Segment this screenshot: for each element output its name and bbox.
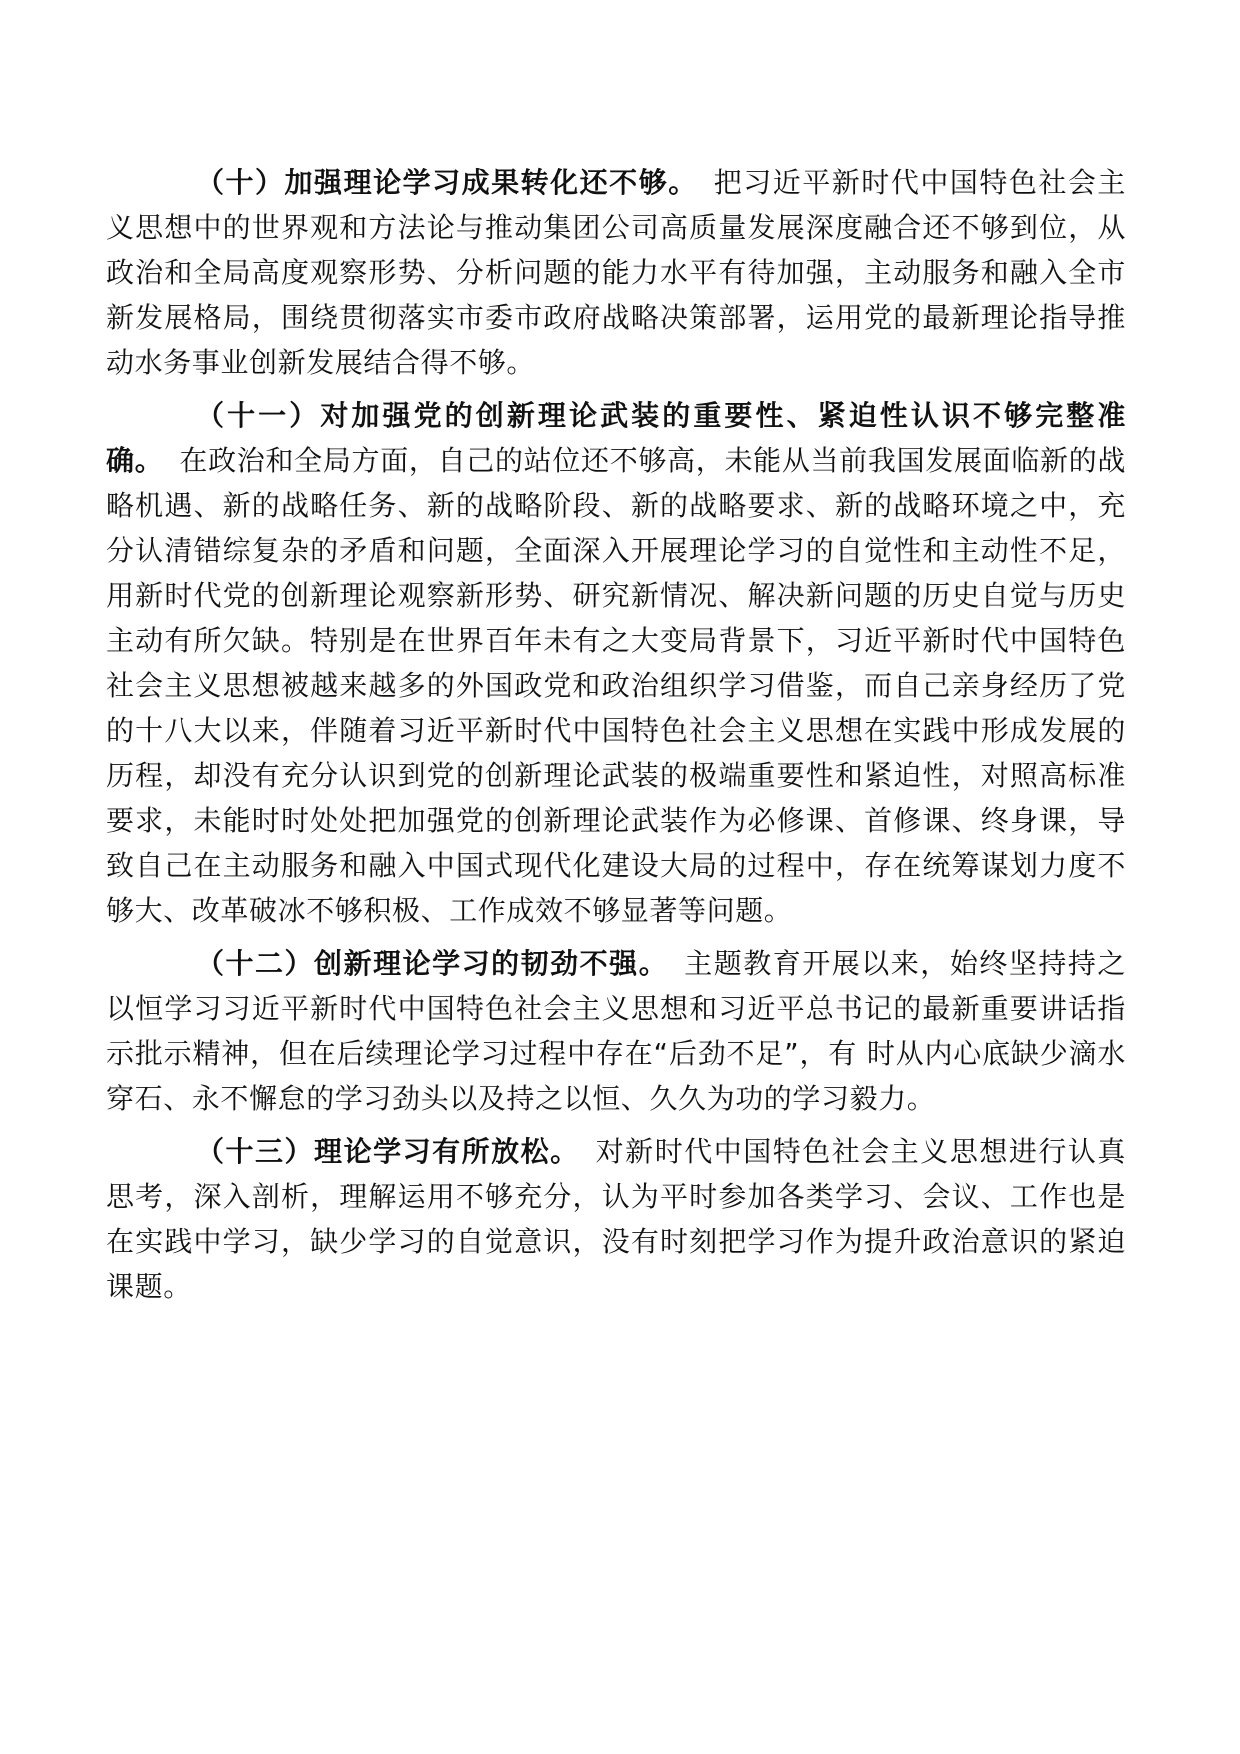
paragraph-10-text: 把习近平新时代中国特色社会主义思想中的世界观和方法论与推动集团公司高质量发展深度融合还不够到位，从政治和全局高度观察形势、分析问题的能力水平有待加强，主动服务和融入全市新发展格局，围绕贯彻落实市委市政府战略决策部署，运用党的最新理论指导推动水务事业创新发展结合得不够。	[106, 166, 1127, 379]
paragraph-12	[106, 941, 1126, 1121]
paragraph-12-heading: （十二）创新理论学习的韧劲不强。	[196, 947, 669, 980]
paragraph-11	[106, 393, 1126, 933]
paragraph-12-text: 主题教育开展以来，始终坚持持之以恒学习习近平新时代中国特色社会主义思想和习近平总书记的最新重要讲话指示批示精神，但在后续理论学习过程中存在“后劲不足”，有 时从内心底缺少滴水穿石、永不懈怠的学习劲头以及持之以恒、久久为功的学习毅力。	[106, 947, 1126, 1115]
document-body	[106, 160, 1126, 1317]
paragraph-11-text: 在政治和全局方面，自己的站位还不够高，未能从当前我国发展面临新的战略机遇、新的战略任务、新的战略阶段、新的战略要求、新的战略环境之中，充分认清错综复杂的矛盾和问题，全面深入开展理论学习的自觉性和主动性不足，用新时代党的创新理论观察新形势、研究新情况、解决新问题的历史自觉与历史主动有所欠缺。特别是在世界百年未有之大变局背景下，习近平新时代中国特色社会主义思想被越来越多的外国政党和政治组织学习借鉴，而自己亲身经历了党的十八大以来，伴随着习近平新时代中国特色社会主义思想在实践中形成发展的历程，却没有充分认识到党的创新理论武装的极端重要性和紧迫性，对照高标准要求，未能时时处处把加强党的创新理论武装作为必修课、首修课、终身课，导致自己在主动服务和融入中国式现代化建设大局的过程中，存在统筹谋划力度不够大、改革破冰不够积极、工作成效不够显著等问题。	[106, 444, 1127, 927]
paragraph-11-heading: （十一）对加强党的创新理论武装的重要性、紧迫性认识不够完整准确。	[106, 399, 1126, 477]
paragraph-10	[106, 160, 1126, 385]
paragraph-13	[106, 1129, 1126, 1309]
paragraph-10-heading: （十）加强理论学习成果转化还不够。	[196, 166, 698, 199]
paragraph-13-text: 对新时代中国特色社会主义思想进行认真思考，深入剖析，理解运用不够充分，认为平时参加各类学习、会议、工作也是在实践中学习，缺少学习的自觉意识，没有时刻把学习作为提升政治意识的紧迫课题。	[106, 1135, 1126, 1303]
paragraph-13-heading: （十三）理论学习有所放松。	[196, 1135, 580, 1168]
